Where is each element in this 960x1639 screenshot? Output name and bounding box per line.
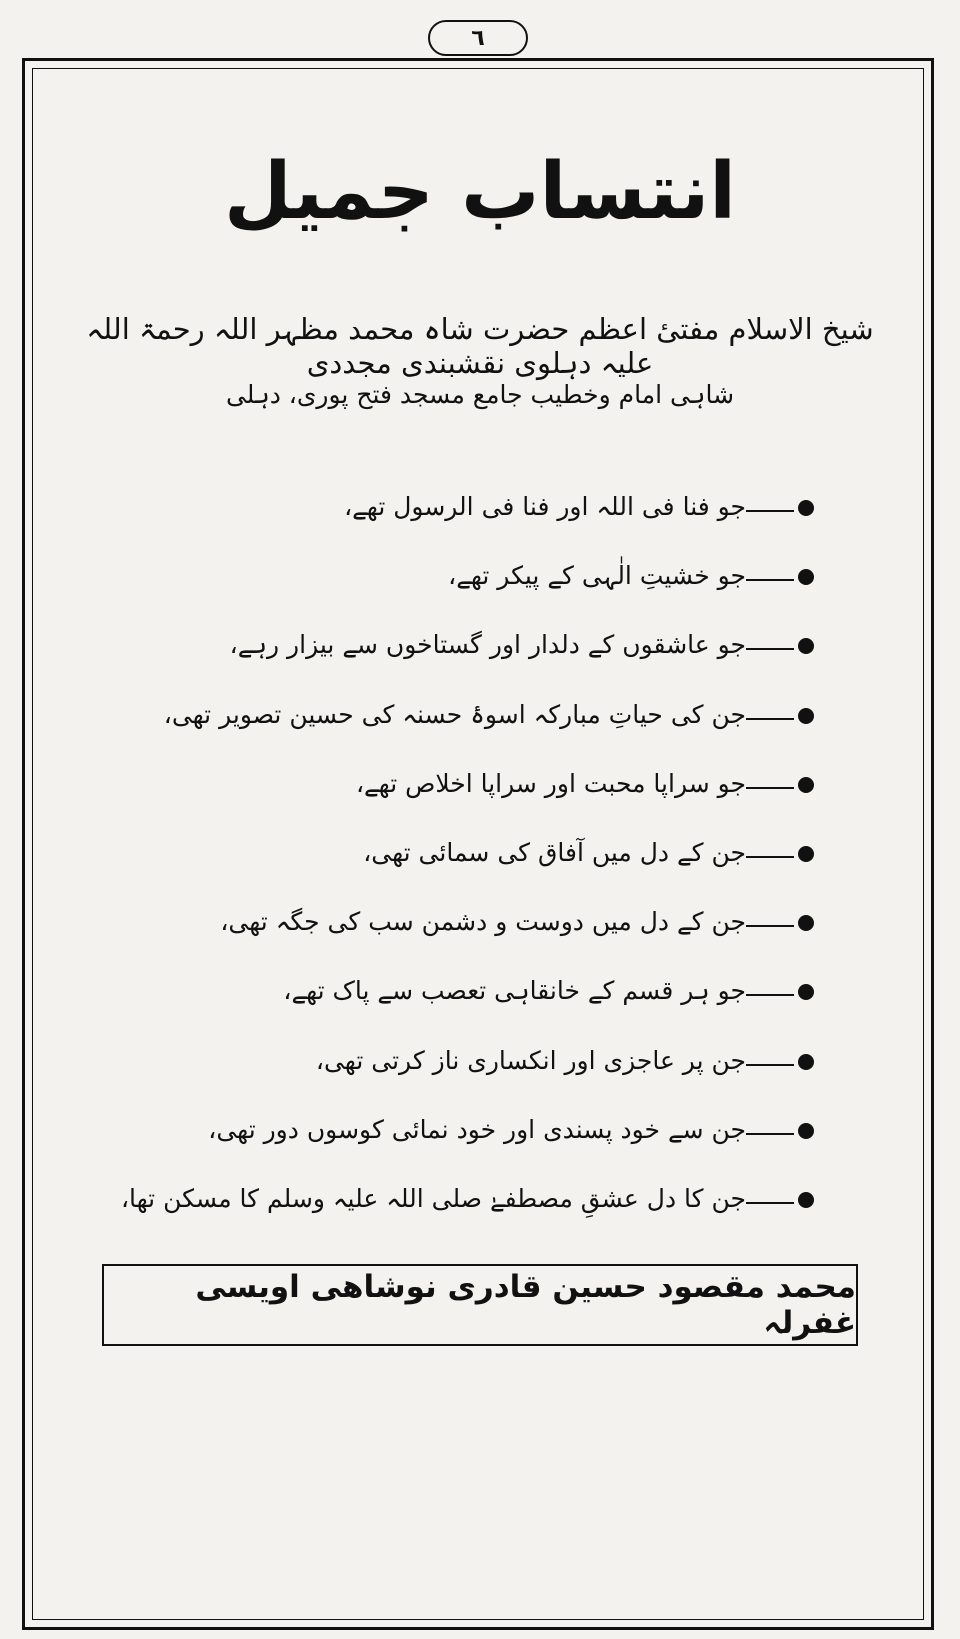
quality-text: جن کی حیاتِ مبارکہ اسوۂ حسنہ کی حسین تصویر تھی، bbox=[163, 699, 746, 729]
list-item bbox=[114, 492, 814, 561]
bullet-icon bbox=[798, 984, 814, 1000]
quality-text: جن پر عاجزی اور انکساری ناز کرتی تھی، bbox=[315, 1045, 746, 1075]
bullet-icon bbox=[798, 708, 814, 724]
quality-text: جو خشیتِ الٰہی کے پیکر تھے، bbox=[448, 561, 746, 591]
dash-divider bbox=[746, 787, 794, 789]
list-item bbox=[114, 561, 814, 630]
quality-text: جو عاشقوں کے دلدار اور گستاخوں سے بیزار رہے، bbox=[229, 630, 746, 660]
quality-text: جو سراپا محبت اور سراپا اخلاص تھے، bbox=[355, 768, 746, 798]
dash-divider bbox=[746, 579, 794, 581]
quality-text: جن کے دل میں آفاق کی سمائی تھی، bbox=[363, 837, 746, 867]
bullet-icon bbox=[798, 1123, 814, 1139]
dash-divider bbox=[746, 510, 794, 512]
dash-divider bbox=[746, 925, 794, 927]
bullet-icon bbox=[798, 1054, 814, 1070]
quality-text: جو فنا فی اللہ اور فنا فی الرسول تھے، bbox=[344, 492, 746, 521]
bullet-icon bbox=[798, 777, 814, 793]
bullet-icon bbox=[798, 915, 814, 931]
list-item bbox=[114, 630, 814, 699]
dash-divider bbox=[746, 1064, 794, 1066]
list-item bbox=[114, 1046, 814, 1115]
bullet-icon bbox=[798, 638, 814, 654]
list-item bbox=[114, 907, 814, 976]
dedication-title: انتساب جمیل bbox=[223, 147, 737, 237]
dash-divider bbox=[746, 994, 794, 996]
list-item bbox=[114, 976, 814, 1045]
list-item bbox=[114, 769, 814, 838]
bullet-icon bbox=[798, 569, 814, 585]
list-item bbox=[114, 1184, 814, 1253]
qualities-list bbox=[114, 492, 814, 1253]
quality-text: جن کے دل میں دوست و دشمن سب کی جگہ تھی، bbox=[220, 907, 746, 937]
dash-divider bbox=[746, 648, 794, 650]
dash-divider bbox=[746, 718, 794, 720]
author-name: محمد مقصود حسین قادری نوشاھی اویسی غفرلہ bbox=[195, 1269, 856, 1341]
bullet-icon bbox=[798, 1192, 814, 1208]
dash-divider bbox=[746, 1133, 794, 1135]
list-item bbox=[114, 700, 814, 769]
page-number: ٦ bbox=[428, 20, 528, 56]
dash-divider bbox=[746, 856, 794, 858]
dedicatee-position-line: شاہی امام وخطیب جامع مسجد فتح پوری، دہلی bbox=[225, 380, 735, 409]
bullet-icon bbox=[798, 500, 814, 516]
author-signature-box bbox=[102, 1264, 858, 1346]
quality-text: جن کا دل عشقِ مصطفےٰ صلی اللہ علیہ وسلم کا مسکن تھا، bbox=[120, 1183, 746, 1213]
bullet-icon bbox=[798, 846, 814, 862]
list-item bbox=[114, 1115, 814, 1184]
dedicatee-name-line: شیخ الاسلام مفتیٔ اعظم حضرت شاہ محمد مظہر اللہ رحمۃ اللہ علیہ دہلوی نقشبندی مجددی bbox=[86, 312, 874, 380]
list-item bbox=[114, 838, 814, 907]
quality-text: جن سے خود پسندی اور خود نمائی کوسوں دور تھی، bbox=[208, 1114, 746, 1144]
quality-text: جو ہر قسم کے خانقاہی تعصب سے پاک تھے، bbox=[283, 976, 746, 1006]
dash-divider bbox=[746, 1202, 794, 1204]
